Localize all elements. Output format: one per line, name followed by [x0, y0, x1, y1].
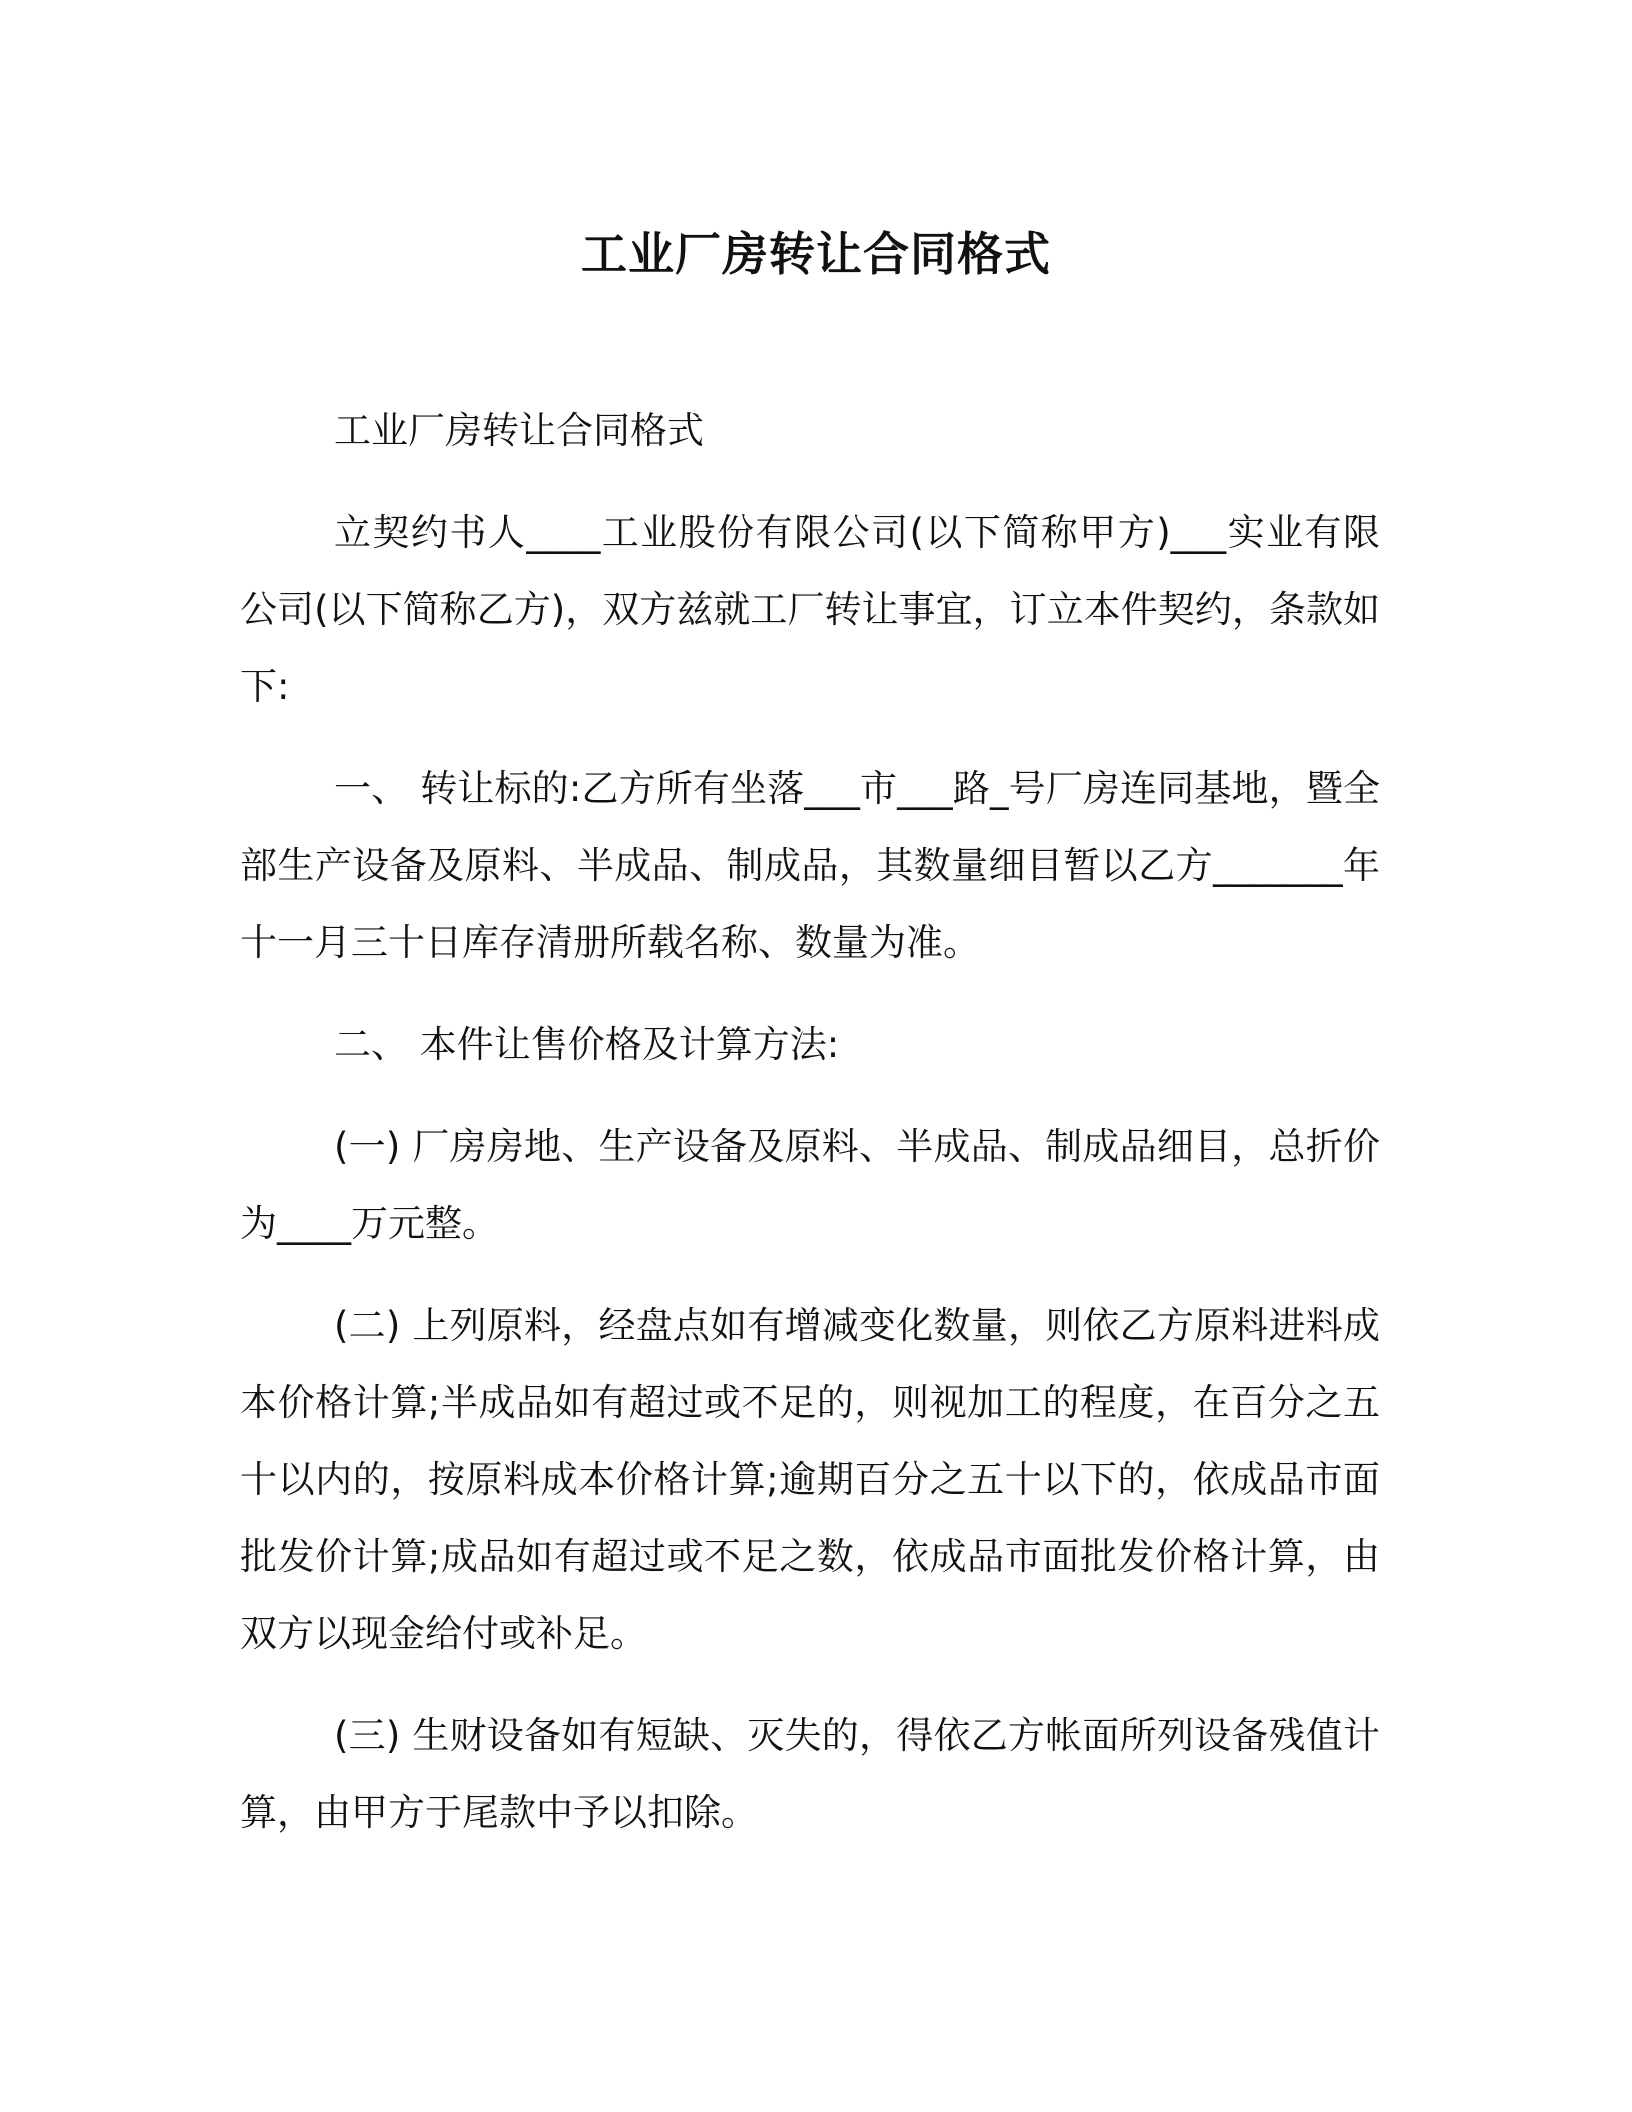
paragraph-heading: 工业厂房转让合同格式	[334, 409, 704, 452]
paragraph-clause-2: 二、 本件让售价格及计算方法:	[334, 1023, 840, 1066]
document-body	[240, 392, 1380, 1876]
paragraph-clause-1: 一、 转让标的:乙方所有坐落___市___路_号厂房连同基地，暨全部生产设备及原料、半成品、制成品，其数量细目暂以乙方_______年十一月三十日库存清册所载名称、数量为准。	[240, 767, 1380, 964]
paragraph-parties: 立契约书人____工业股份有限公司(以下简称甲方)___实业有限公司(以下简称乙方)，双方兹就工厂转让事宜，订立本件契约，条款如下:	[240, 511, 1380, 708]
paragraph-subclause-3: (三) 生财设备如有短缺、灭失的，得依乙方帐面所列设备残值计算，由甲方于尾款中予以扣除。	[240, 1714, 1380, 1834]
document-title: 工业厂房转让合同格式	[581, 227, 1051, 281]
paragraph-subclause-2: (二) 上列原料，经盘点如有增减变化数量，则依乙方原料进料成本价格计算;半成品如有超过或不足的，则视加工的程度，在百分之五十以内的，按原料成本价格计算;逾期百分之五十以下的，依成品市面批发价计算;成品如有超过或不足之数，依成品市面批发价格计算，由双方以现金给付或补足。	[240, 1304, 1380, 1655]
paragraph-subclause-1: (一) 厂房房地、生产设备及原料、半成品、制成品细目，总折价为____万元整。	[240, 1125, 1380, 1245]
